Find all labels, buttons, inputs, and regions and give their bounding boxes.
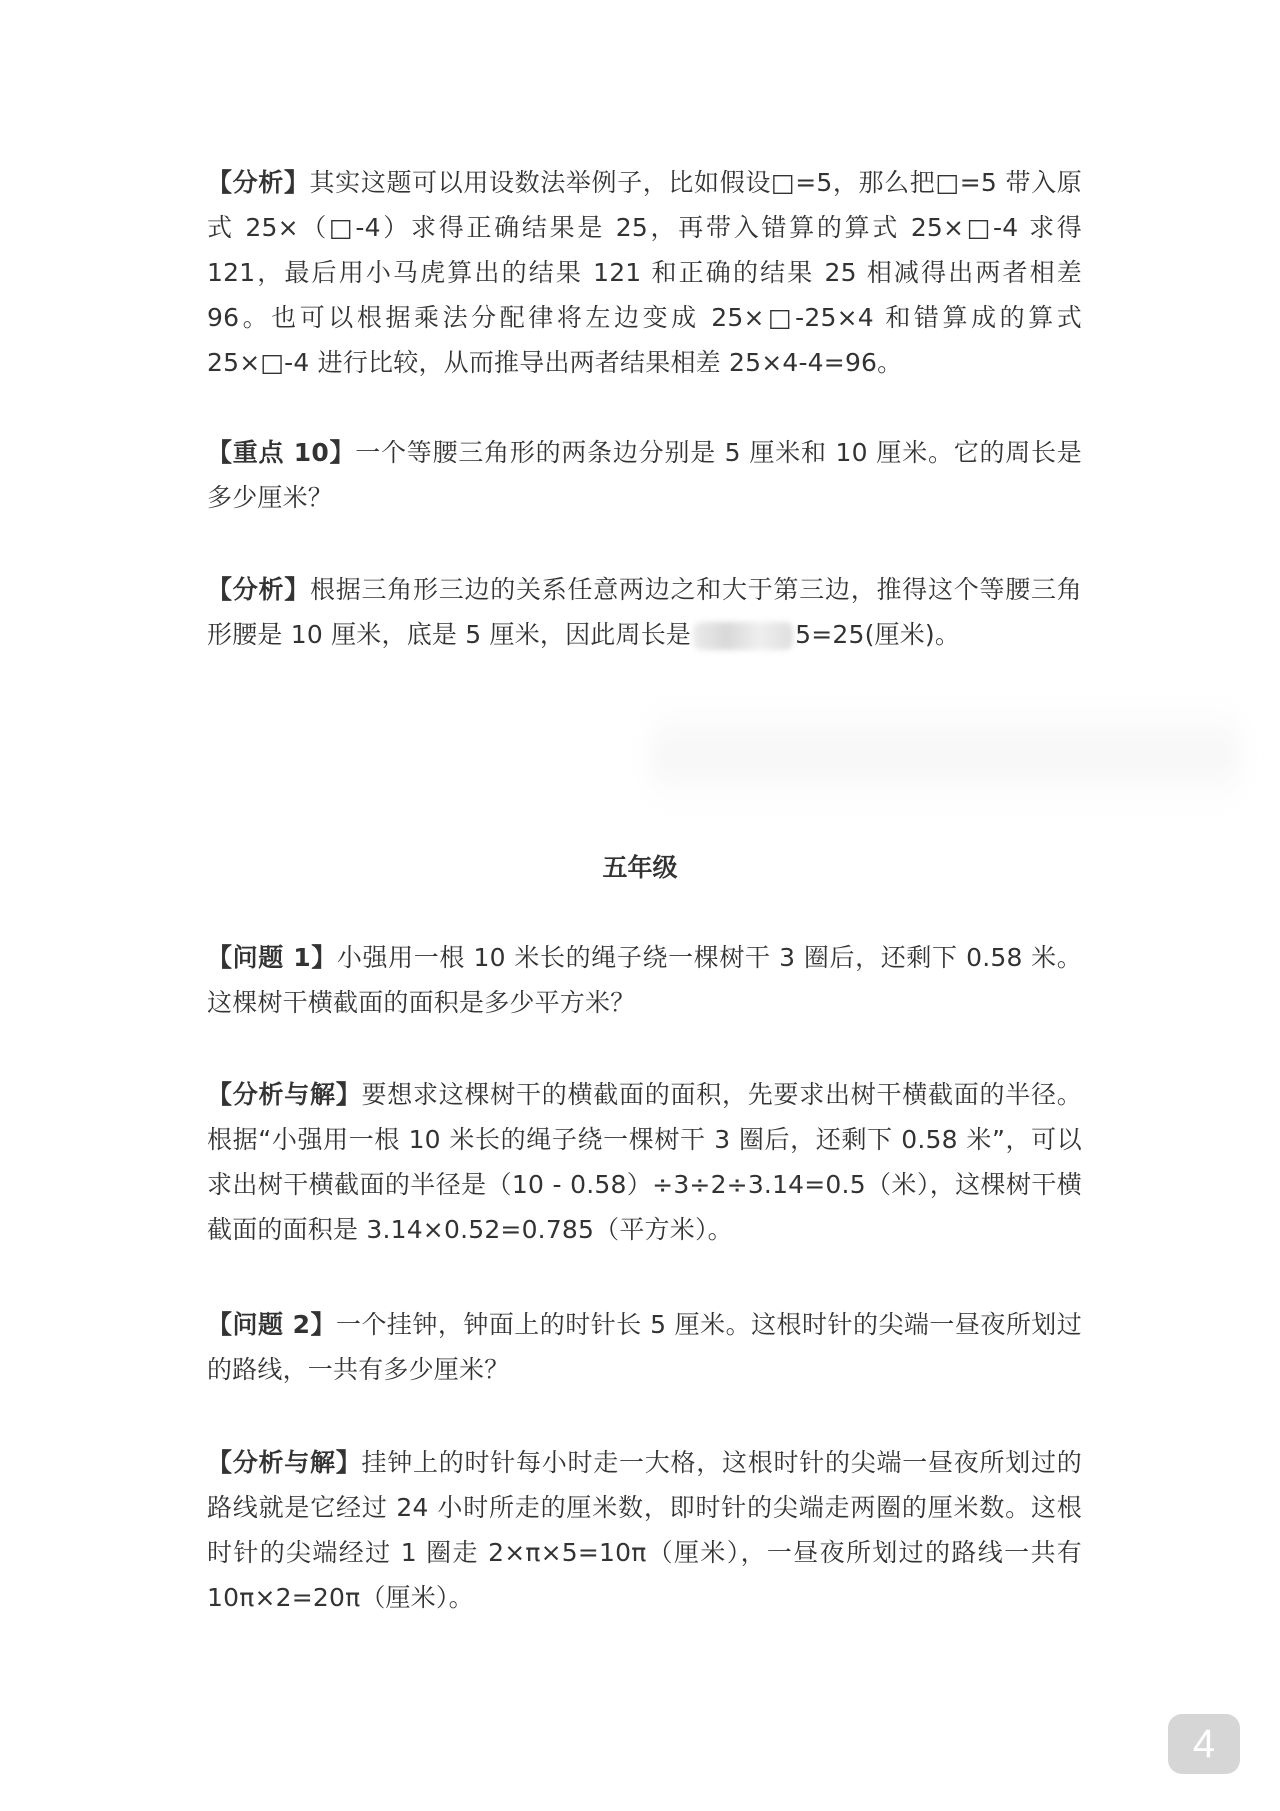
analysis-paragraph-1	[207, 160, 1082, 385]
solution-2-paragraph	[207, 1440, 1082, 1620]
analysis-text: 其实这题可以用设数法举例子，比如假设□=5，那么把□=5 带入原式 25×（□-4）求得正确结果是 25，再带入错算的算式 25×□-4 求得 121，最后用小马虎算出的结果 121 和正确的结果 25 相减得出两者相差 96。也可以根据乘法分配律将左边变成 25×□-25×4 和错算成的算式 25×□-4 进行比较，从而推导出两者结果相差 25×4-4=96。	[207, 168, 1082, 377]
analysis-text-before: 根据三角形三边的关系任意两边之和大于第三边，推得这个等腰三角形腰是 10 厘米，底是 5 厘米，因此周长是	[207, 575, 1082, 649]
question-text: 一个挂钟，钟面上的时针长 5 厘米。这根时针的尖端一昼夜所划过的路线，一共有多少厘米？	[207, 1310, 1082, 1384]
analysis-text-after: 5=25(厘米)。	[795, 620, 961, 649]
question-label: 【问题 2】	[207, 1310, 336, 1339]
analysis-label: 【分析】	[207, 575, 311, 604]
solution-text: 要想求这棵树干的横截面的面积，先要求出树干横截面的半径。根据“小强用一根 10 米长的绳子绕一棵树干 3 圈后，还剩下 0.58 米”，可以求出树干横截面的半径是（10 - 0.58）÷3÷2÷3.14=0.5（米），这棵树干横截面的面积是 3.14×0.52=0.785（平方米）。	[207, 1080, 1082, 1244]
section-title: 五年级	[602, 853, 678, 882]
key-point-10-paragraph	[207, 430, 1082, 520]
key-point-label: 【重点 10】	[207, 438, 356, 467]
solution-1-paragraph	[207, 1072, 1082, 1252]
question-1-paragraph	[207, 935, 1082, 1025]
analysis-paragraph-2	[207, 567, 1082, 657]
solution-label: 【分析与解】	[207, 1448, 362, 1477]
scan-shadow	[650, 700, 1240, 810]
question-2-paragraph	[207, 1302, 1082, 1392]
blurred-region	[693, 622, 793, 650]
key-point-text: 一个等腰三角形的两条边分别是 5 厘米和 10 厘米。它的周长是多少厘米？	[207, 438, 1082, 512]
analysis-label: 【分析】	[207, 168, 310, 197]
solution-text: 挂钟上的时针每小时走一大格，这根时针的尖端一昼夜所划过的路线就是它经过 24 小时所走的厘米数，即时针的尖端走两圈的厘米数。这根时针的尖端经过 1 圈走 2×π×5=10π（厘米），一昼夜所划过的路线一共有 10π×2=20π（厘米）。	[207, 1448, 1082, 1612]
question-text: 小强用一根 10 米长的绳子绕一棵树干 3 圈后，还剩下 0.58 米。这棵树干横截面的面积是多少平方米？	[207, 943, 1083, 1017]
solution-label: 【分析与解】	[207, 1080, 362, 1109]
question-label: 【问题 1】	[207, 943, 337, 972]
page-number-badge: 4	[1168, 1714, 1240, 1774]
